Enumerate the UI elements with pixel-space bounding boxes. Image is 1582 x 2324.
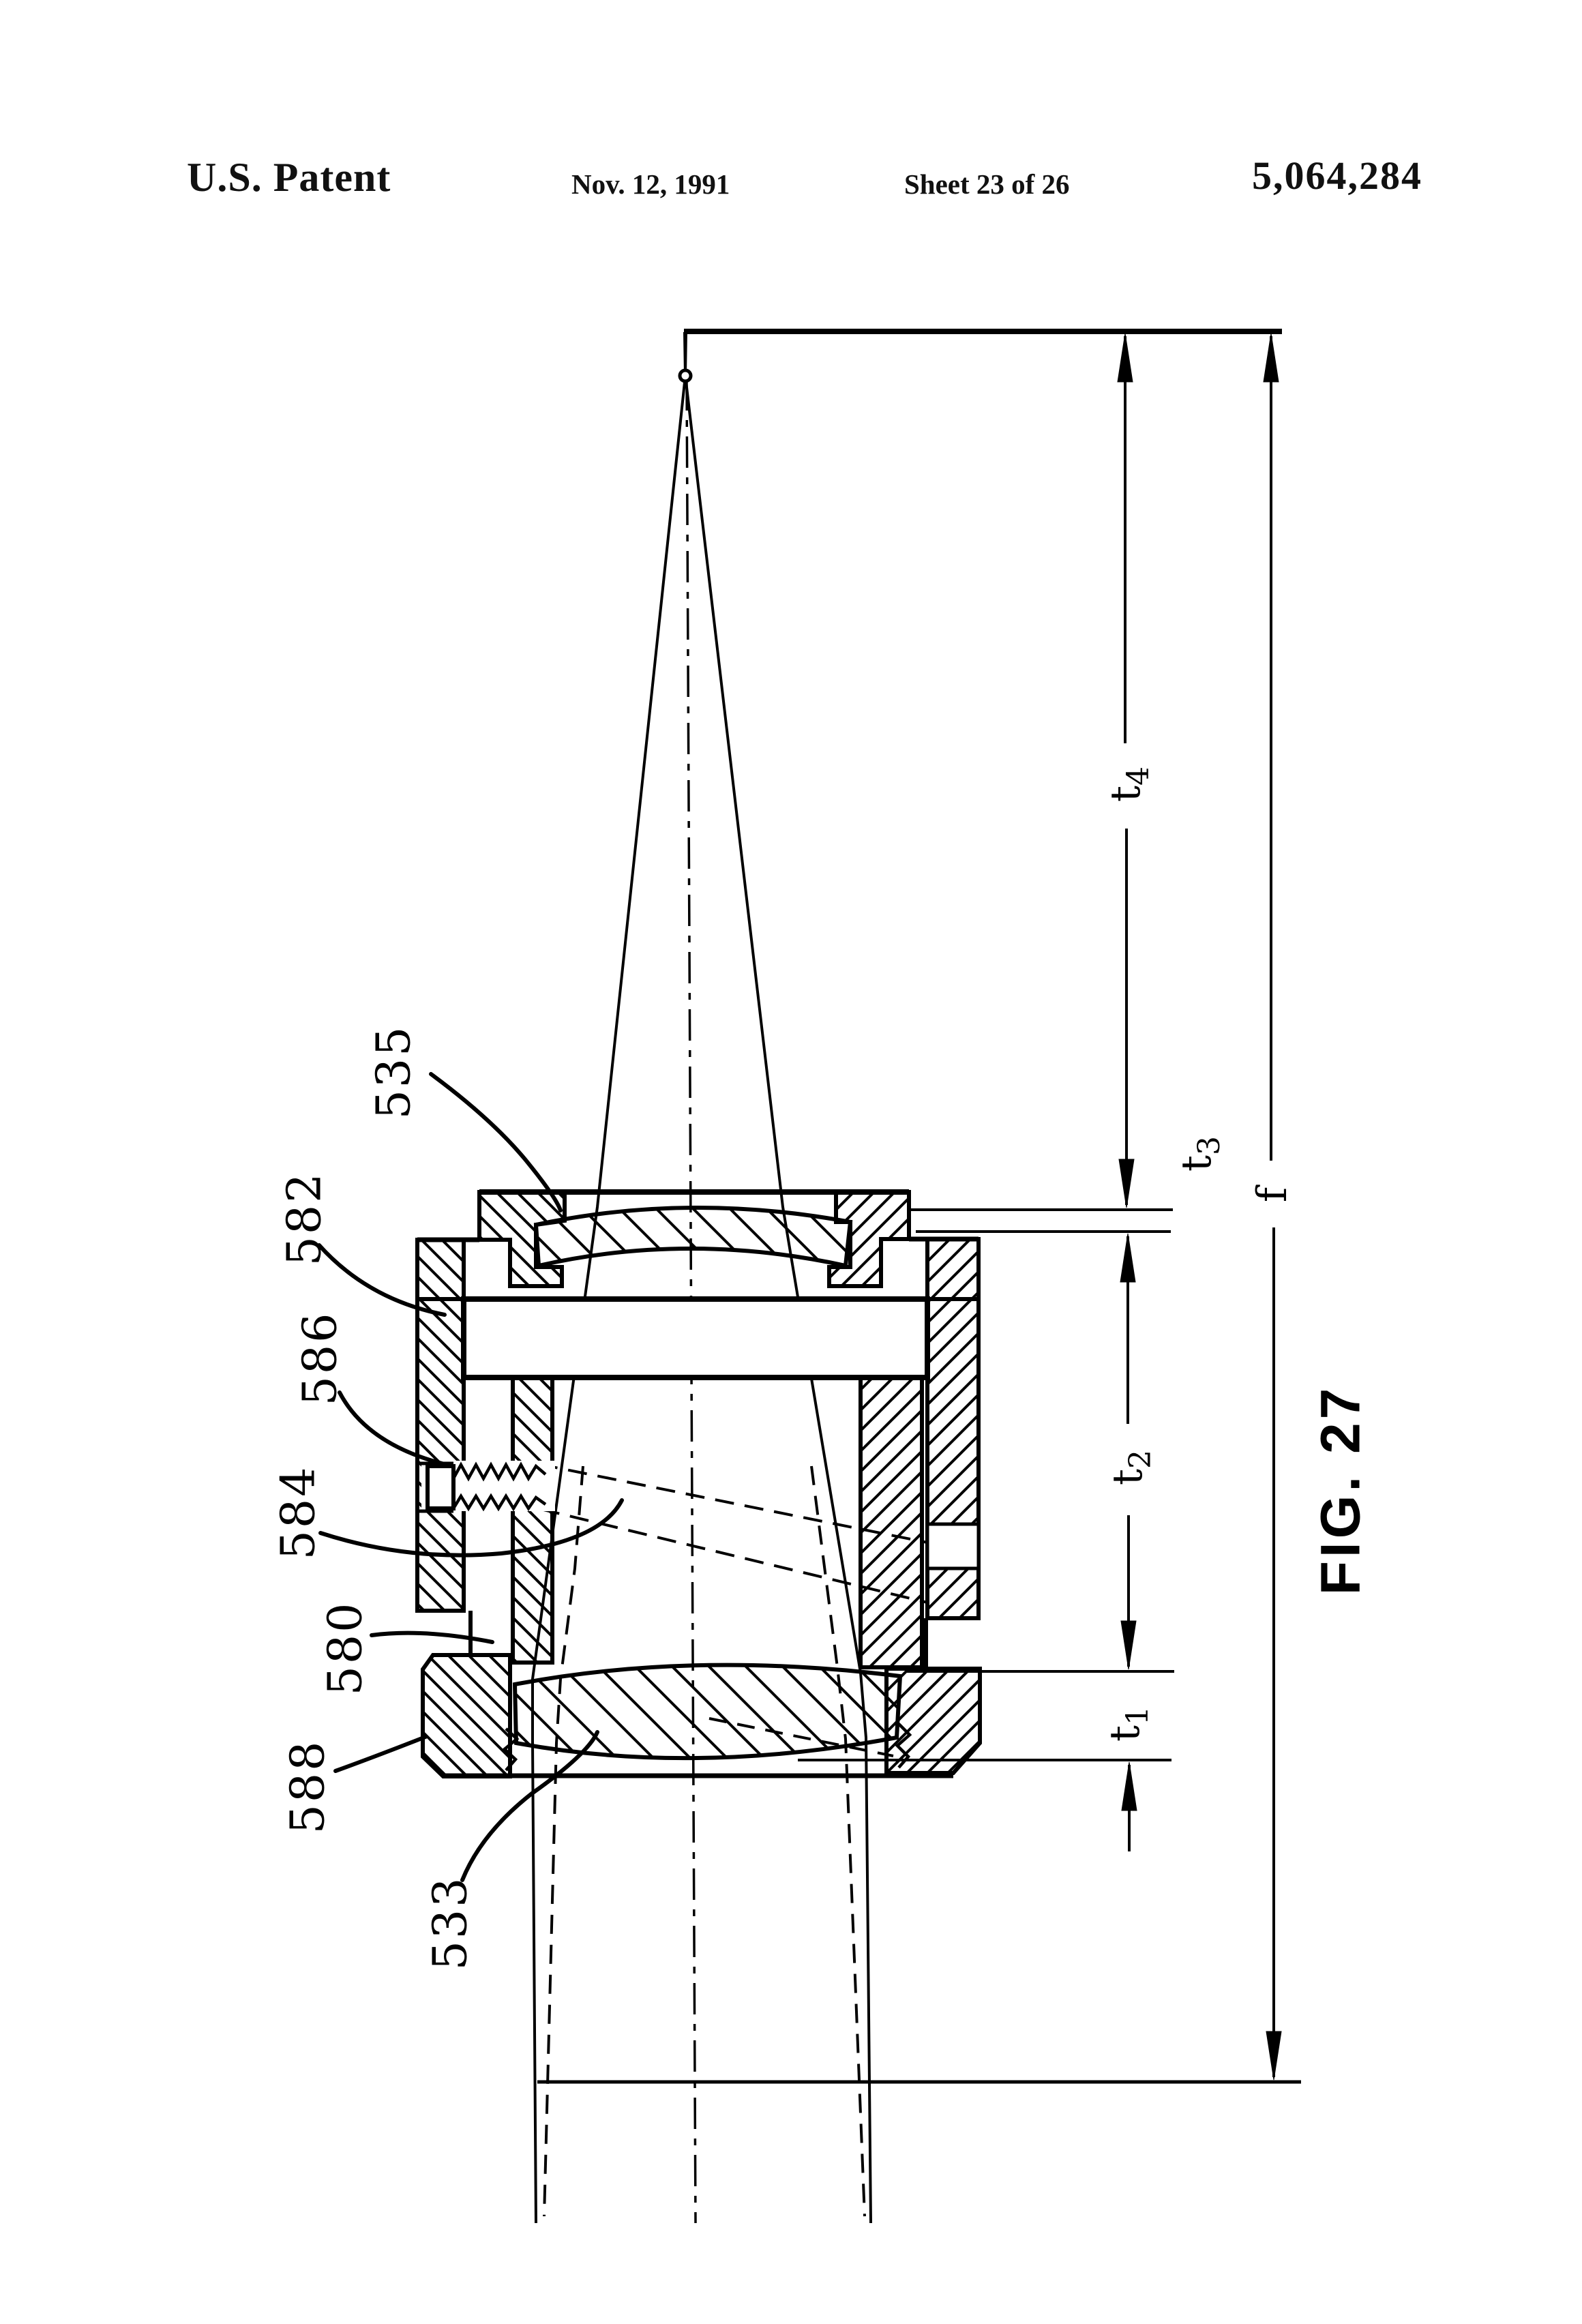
dim-t2-arrow-bottom bbox=[1121, 1621, 1136, 1669]
focal-point-marker bbox=[680, 370, 691, 381]
lens-535-section bbox=[536, 1208, 850, 1266]
dimension-label-f: f bbox=[1249, 1187, 1296, 1203]
set-screw bbox=[417, 1461, 555, 1511]
screw-head bbox=[428, 1466, 453, 1508]
lens-533-section bbox=[515, 1665, 900, 1759]
inner-barrel-wall-right bbox=[861, 1377, 922, 1667]
part-label-584: 584 bbox=[271, 1465, 326, 1560]
dim-t1-arrow bbox=[1122, 1762, 1137, 1811]
outer-wall-right-upper bbox=[927, 1239, 979, 1299]
patent-header-sheet: Sheet 23 of 26 bbox=[904, 168, 1070, 200]
lens-barrel-assembly bbox=[417, 1192, 980, 1776]
part-label-580: 580 bbox=[318, 1600, 373, 1696]
patent-header-date: Nov. 12, 1991 bbox=[571, 168, 730, 200]
dim-t4-arrow-bottom bbox=[1119, 1159, 1134, 1208]
dimension-label-t3: $t_3$ bbox=[1173, 1135, 1227, 1172]
part-label-535: 535 bbox=[367, 1024, 421, 1120]
flange-spacer-band bbox=[464, 1299, 927, 1377]
dim-f-arrow-top bbox=[1264, 333, 1279, 382]
inner-barrel-wall-left bbox=[513, 1377, 552, 1663]
patent-header-number: 5,064,284 bbox=[1252, 153, 1422, 198]
dimension-label-t4: $t_4$ bbox=[1102, 766, 1156, 803]
dim-f-arrow-bottom bbox=[1266, 2031, 1281, 2080]
part-label-586: 586 bbox=[293, 1311, 348, 1406]
outer-wall-left-upper bbox=[417, 1240, 464, 1299]
dimension-lines bbox=[537, 331, 1301, 2082]
part-label-588: 588 bbox=[281, 1739, 335, 1834]
dimension-label-t1: $t_1$ bbox=[1101, 1705, 1155, 1742]
dim-t2-arrow-top bbox=[1120, 1234, 1135, 1282]
patent-header-title: U.S. Patent bbox=[187, 155, 391, 200]
leader-580 bbox=[372, 1633, 492, 1642]
bottom-cap-left-section bbox=[423, 1655, 510, 1776]
part-label-533: 533 bbox=[423, 1875, 478, 1971]
part-label-582: 582 bbox=[278, 1171, 332, 1266]
outer-wall-right-notch bbox=[927, 1524, 979, 1568]
dimension-label-t2: $t_2$ bbox=[1104, 1449, 1158, 1486]
leader-588 bbox=[335, 1737, 426, 1771]
figure-caption: FIG. 27 bbox=[1309, 1384, 1372, 1596]
oblique-ray-dashed-4 bbox=[811, 1466, 865, 2216]
outer-wall-left-lower bbox=[417, 1299, 464, 1611]
dim-t4-arrow-top bbox=[1118, 333, 1133, 382]
outer-wall-right-lower bbox=[927, 1299, 979, 1618]
